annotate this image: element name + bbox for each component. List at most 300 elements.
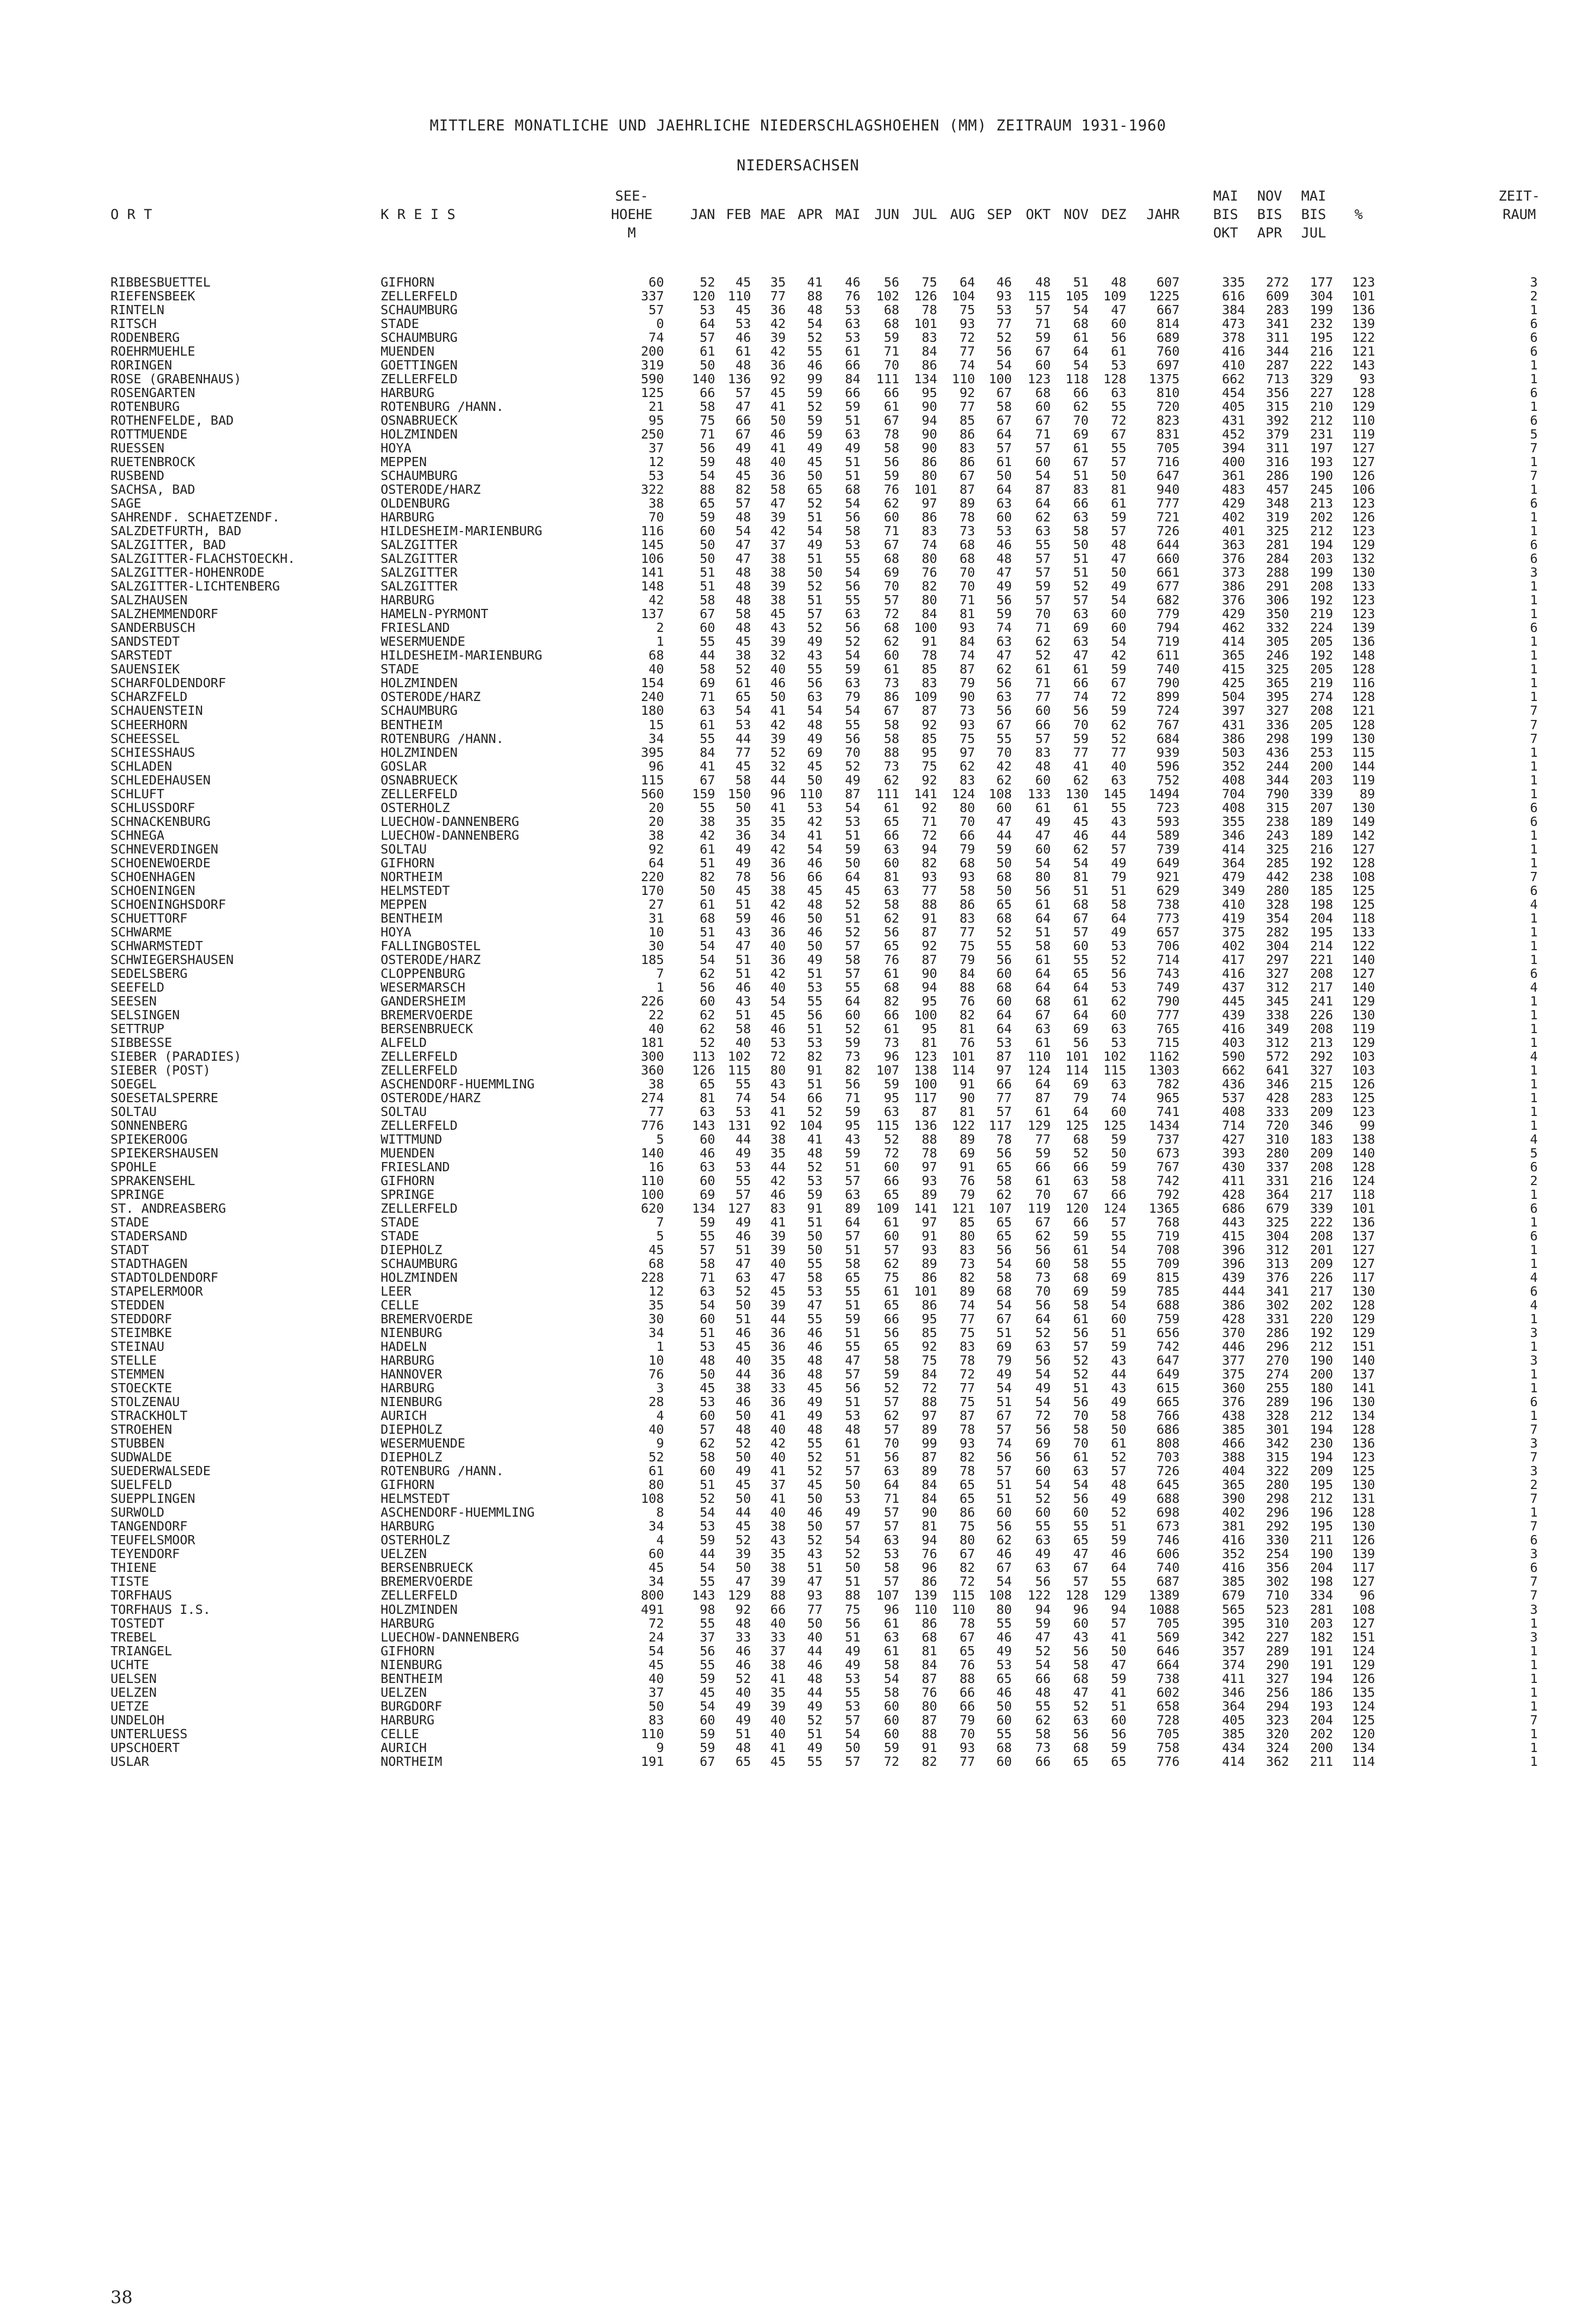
cell-aug: 73 — [959, 703, 975, 718]
cell-aug: 76 — [959, 993, 975, 1009]
cell-feb: 51 — [735, 1726, 751, 1741]
cell-ort: SPRINGE — [110, 1187, 165, 1202]
table-row — [0, 1188, 1596, 1201]
cell-jun: 73 — [883, 1035, 899, 1050]
cell-jun: 68 — [883, 620, 899, 636]
cell-jan: 59 — [699, 1215, 715, 1230]
cell-seehoehe: 21 — [648, 399, 664, 414]
cell-nov: 125 — [1065, 1118, 1089, 1133]
cell-jun: 111 — [876, 786, 899, 801]
cell-kreis: HARBURG — [381, 1381, 435, 1396]
cell-mai: 57 — [845, 1463, 860, 1479]
cell-feb: 45 — [735, 634, 751, 649]
cell-mai-okt: 452 — [1222, 427, 1245, 442]
cell-mai-jul: 339 — [1310, 1201, 1333, 1216]
cell-aug: 87 — [959, 662, 975, 677]
cell-mai: 52 — [845, 758, 860, 774]
cell-aug: 93 — [959, 869, 975, 884]
cell-jun: 67 — [883, 537, 899, 553]
cell-nov-apr: 356 — [1266, 385, 1289, 401]
cell-percent: 124 — [1351, 1698, 1375, 1714]
cell-nov: 61 — [1073, 993, 1089, 1009]
cell-nov-apr: 315 — [1266, 800, 1289, 815]
cell-mai: 89 — [845, 1201, 860, 1216]
cell-apr: 49 — [807, 1698, 823, 1714]
cell-percent: 119 — [1351, 1021, 1375, 1036]
cell-nov: 66 — [1073, 1159, 1089, 1174]
cell-mae: 52 — [770, 745, 786, 760]
cell-jan: 58 — [699, 593, 715, 608]
cell-kreis: CELLE — [381, 1726, 419, 1741]
table-row — [0, 1727, 1596, 1741]
cell-okt: 57 — [1035, 551, 1051, 566]
header-aug: AUG — [950, 207, 975, 223]
cell-percent: 115 — [1351, 745, 1375, 760]
cell-mai-okt: 360 — [1222, 1381, 1245, 1396]
table-row — [0, 967, 1596, 980]
cell-kreis: BREMERVOERDE — [381, 1574, 473, 1589]
cell-ort: TEUFELSMOOR — [110, 1533, 195, 1548]
cell-mai-okt: 365 — [1222, 648, 1245, 663]
cell-mae: 41 — [770, 1740, 786, 1755]
cell-mai-jul: 205 — [1310, 634, 1333, 649]
cell-kreis: BENTHEIM — [381, 1671, 442, 1686]
cell-mae: 35 — [770, 1353, 786, 1368]
cell-sep: 55 — [996, 938, 1012, 953]
cell-okt: 56 — [1035, 1298, 1051, 1313]
cell-aug: 70 — [959, 579, 975, 594]
cell-jul: 77 — [921, 883, 937, 898]
cell-percent: 127 — [1351, 966, 1375, 981]
cell-okt: 70 — [1035, 1187, 1051, 1202]
cell-kreis: SCHAUMBURG — [381, 330, 458, 345]
cell-percent: 127 — [1351, 1256, 1375, 1272]
cell-percent: 128 — [1351, 662, 1375, 677]
header-mae: MAE — [761, 207, 786, 223]
cell-jahr: 606 — [1156, 1546, 1180, 1562]
cell-jan: 57 — [699, 330, 715, 345]
cell-aug: 86 — [959, 1505, 975, 1520]
cell-feb: 45 — [735, 468, 751, 484]
table-row — [0, 289, 1596, 303]
cell-feb: 45 — [735, 1477, 751, 1493]
cell-jul: 90 — [921, 427, 937, 442]
cell-zeitraum: 1 — [1529, 371, 1538, 387]
cell-sep: 56 — [996, 952, 1012, 967]
cell-dez: 124 — [1103, 1201, 1126, 1216]
cell-percent: 127 — [1351, 441, 1375, 456]
cell-zeitraum: 6 — [1529, 620, 1538, 636]
table-row — [0, 1658, 1596, 1672]
cell-sep: 59 — [996, 606, 1012, 622]
cell-mae: 39 — [770, 1574, 786, 1589]
cell-aug: 91 — [959, 1159, 975, 1174]
cell-apr: 52 — [807, 496, 823, 511]
cell-jan: 53 — [699, 1339, 715, 1354]
cell-kreis: LUECHOW-DANNENBERG — [381, 827, 519, 843]
cell-jahr: 703 — [1156, 1450, 1180, 1465]
cell-kreis: GOETTINGEN — [381, 358, 458, 373]
cell-apr: 55 — [807, 662, 823, 677]
cell-apr: 42 — [807, 814, 823, 829]
cell-nov-apr: 298 — [1266, 731, 1289, 746]
cell-jun: 57 — [883, 1242, 899, 1258]
cell-jahr: 715 — [1156, 1035, 1180, 1050]
cell-mai-okt: 417 — [1222, 952, 1245, 967]
cell-apr: 52 — [807, 1463, 823, 1479]
cell-dez: 55 — [1111, 399, 1126, 414]
cell-kreis: SCHAUMBURG — [381, 468, 458, 484]
cell-seehoehe: 53 — [648, 468, 664, 484]
cell-percent: 126 — [1351, 1671, 1375, 1686]
cell-nov: 51 — [1073, 883, 1089, 898]
cell-mai-okt: 686 — [1222, 1201, 1245, 1216]
cell-jun: 61 — [883, 1215, 899, 1230]
cell-mai-okt: 405 — [1222, 399, 1245, 414]
cell-mae: 50 — [770, 689, 786, 705]
cell-aug: 65 — [959, 1477, 975, 1493]
cell-apr: 53 — [807, 1173, 823, 1189]
cell-feb: 52 — [735, 1533, 751, 1548]
cell-nov-apr: 364 — [1266, 1187, 1289, 1202]
cell-feb: 129 — [727, 1588, 751, 1603]
cell-sep: 46 — [996, 1546, 1012, 1562]
cell-apr: 104 — [799, 1118, 823, 1133]
cell-zeitraum: 3 — [1529, 1602, 1538, 1617]
cell-nov: 67 — [1073, 454, 1089, 470]
cell-jan: 51 — [699, 579, 715, 594]
cell-mai-jul: 177 — [1310, 275, 1333, 290]
cell-ort: SCHNACKENBURG — [110, 814, 211, 829]
cell-mae: 47 — [770, 1270, 786, 1285]
cell-aug: 83 — [959, 1242, 975, 1258]
cell-mai: 71 — [845, 1090, 860, 1105]
cell-mae: 41 — [770, 1408, 786, 1424]
cell-apr: 51 — [807, 1560, 823, 1575]
cell-seehoehe: 5 — [656, 1131, 664, 1147]
cell-percent: 139 — [1351, 620, 1375, 636]
cell-feb: 51 — [735, 966, 751, 981]
cell-sep: 64 — [996, 482, 1012, 497]
cell-zeitraum: 6 — [1529, 800, 1538, 815]
cell-dez: 50 — [1111, 468, 1126, 484]
cell-jahr: 738 — [1156, 896, 1180, 912]
cell-seehoehe: 3 — [656, 1381, 664, 1396]
cell-percent: 151 — [1351, 1629, 1375, 1645]
cell-dez: 53 — [1111, 1035, 1126, 1050]
cell-percent: 110 — [1351, 413, 1375, 428]
cell-mae: 43 — [770, 620, 786, 636]
cell-nov: 55 — [1073, 952, 1089, 967]
cell-jun: 62 — [883, 496, 899, 511]
cell-seehoehe: 9 — [656, 1436, 664, 1451]
cell-mai-okt: 396 — [1222, 1256, 1245, 1272]
cell-zeitraum: 6 — [1529, 496, 1538, 511]
cell-nov-apr: 287 — [1266, 358, 1289, 373]
cell-sep: 60 — [996, 1505, 1012, 1520]
cell-sep: 61 — [996, 454, 1012, 470]
cell-zeitraum: 1 — [1529, 1754, 1538, 1769]
cell-nov-apr: 328 — [1266, 896, 1289, 912]
cell-kreis: DIEPHOLZ — [381, 1242, 442, 1258]
cell-jahr: 728 — [1156, 1712, 1180, 1727]
cell-jul: 85 — [921, 1325, 937, 1341]
cell-jul: 94 — [921, 841, 937, 857]
cell-kreis: HOLZMINDEN — [381, 675, 458, 691]
cell-nov-apr: 302 — [1266, 1298, 1289, 1313]
cell-jul: 117 — [914, 1090, 937, 1105]
cell-percent: 122 — [1351, 938, 1375, 953]
cell-mai-jul: 194 — [1310, 1671, 1333, 1686]
cell-sep: 67 — [996, 1408, 1012, 1424]
cell-feb: 44 — [735, 1505, 751, 1520]
cell-sep: 52 — [996, 924, 1012, 939]
cell-sep: 49 — [996, 579, 1012, 594]
cell-nov-apr: 344 — [1266, 344, 1289, 359]
cell-mae: 39 — [770, 634, 786, 649]
cell-percent: 130 — [1351, 1284, 1375, 1299]
table-row — [0, 1603, 1596, 1616]
cell-jahr: 721 — [1156, 510, 1180, 525]
cell-jan: 113 — [692, 1048, 715, 1064]
cell-feb: 49 — [735, 1463, 751, 1479]
cell-jun: 75 — [883, 1270, 899, 1285]
cell-mai: 57 — [845, 1519, 860, 1534]
cell-jul: 94 — [921, 1533, 937, 1548]
table-row — [0, 1022, 1596, 1036]
table-row — [0, 372, 1596, 386]
cell-jun: 73 — [883, 675, 899, 691]
cell-ort: SOESETALSPERRE — [110, 1090, 218, 1105]
cell-nov: 56 — [1073, 1643, 1089, 1658]
table-row — [0, 579, 1596, 593]
cell-jun: 67 — [883, 413, 899, 428]
cell-percent: 124 — [1351, 1643, 1375, 1658]
cell-sep: 57 — [996, 1463, 1012, 1479]
cell-mai-jul: 198 — [1310, 896, 1333, 912]
cell-jul: 141 — [914, 1201, 937, 1216]
cell-jan: 59 — [699, 1740, 715, 1755]
cell-nov-apr: 350 — [1266, 606, 1289, 622]
cell-jahr: 706 — [1156, 938, 1180, 953]
cell-jan: 60 — [699, 523, 715, 539]
cell-ort: USLAR — [110, 1754, 149, 1769]
cell-zeitraum: 1 — [1529, 938, 1538, 953]
cell-sep: 60 — [996, 510, 1012, 525]
cell-ort: RIBBESBUETTEL — [110, 275, 211, 290]
cell-mai-jul: 334 — [1310, 1588, 1333, 1603]
cell-sep: 62 — [996, 662, 1012, 677]
cell-mai-okt: 428 — [1222, 1311, 1245, 1327]
cell-nov: 118 — [1065, 371, 1089, 387]
cell-feb: 46 — [735, 979, 751, 995]
cell-kreis: BERSENBRUECK — [381, 1560, 473, 1575]
cell-sep: 68 — [996, 979, 1012, 995]
cell-jun: 59 — [883, 1740, 899, 1755]
cell-ort: SALZGITTER, BAD — [110, 537, 226, 553]
cell-mae: 35 — [770, 1546, 786, 1562]
cell-kreis: ZELLERFELD — [381, 1588, 458, 1603]
cell-jan: 66 — [699, 385, 715, 401]
cell-zeitraum: 1 — [1529, 910, 1538, 926]
cell-feb: 53 — [735, 1104, 751, 1119]
cell-nov-apr: 315 — [1266, 399, 1289, 414]
cell-kreis: OSTERODE/HARZ — [381, 482, 481, 497]
cell-mae: 34 — [770, 827, 786, 843]
cell-nov-apr: 312 — [1266, 979, 1289, 995]
cell-jul: 110 — [914, 1602, 937, 1617]
cell-jun: 56 — [883, 454, 899, 470]
cell-nov: 51 — [1073, 468, 1089, 484]
cell-mae: 80 — [770, 1062, 786, 1078]
cell-mae: 40 — [770, 662, 786, 677]
cell-aug: 68 — [959, 551, 975, 566]
cell-mai-okt: 414 — [1222, 841, 1245, 857]
cell-aug: 75 — [959, 1519, 975, 1534]
cell-nov-apr: 332 — [1266, 620, 1289, 636]
cell-seehoehe: 64 — [648, 855, 664, 870]
cell-nov: 69 — [1073, 427, 1089, 442]
cell-jun: 63 — [883, 1463, 899, 1479]
cell-nov: 57 — [1073, 1339, 1089, 1354]
cell-mai-jul: 192 — [1310, 855, 1333, 870]
cell-zeitraum: 1 — [1529, 689, 1538, 705]
cell-ort: UNDELOH — [110, 1712, 165, 1727]
cell-nov: 60 — [1073, 1505, 1089, 1520]
cell-mai-jul: 190 — [1310, 1353, 1333, 1368]
header-seehoehe — [598, 187, 665, 243]
cell-apr: 48 — [807, 1353, 823, 1368]
cell-seehoehe: 77 — [648, 1104, 664, 1119]
cell-ort: SCHWIEGERSHAUSEN — [110, 952, 234, 967]
cell-mai-okt: 662 — [1222, 1062, 1245, 1078]
cell-seehoehe: 220 — [640, 869, 664, 884]
cell-mai: 88 — [845, 1588, 860, 1603]
cell-apr: 48 — [807, 302, 823, 318]
cell-jun: 66 — [883, 827, 899, 843]
cell-mai-okt: 483 — [1222, 482, 1245, 497]
cell-jahr: 689 — [1156, 330, 1180, 345]
cell-dez: 145 — [1103, 786, 1126, 801]
table-row — [0, 1755, 1596, 1768]
cell-mae: 40 — [770, 1256, 786, 1272]
cell-nov: 70 — [1073, 413, 1089, 428]
cell-seehoehe: 95 — [648, 413, 664, 428]
cell-nov: 79 — [1073, 1090, 1089, 1105]
cell-seehoehe: 22 — [648, 1007, 664, 1022]
cell-jan: 60 — [699, 993, 715, 1009]
cell-aug: 83 — [959, 441, 975, 456]
cell-aug: 86 — [959, 454, 975, 470]
cell-ort: ROTTMUENDE — [110, 427, 188, 442]
cell-aug: 87 — [959, 1408, 975, 1424]
cell-percent: 123 — [1351, 593, 1375, 608]
cell-jul: 89 — [921, 1256, 937, 1272]
cell-nov-apr: 304 — [1266, 938, 1289, 953]
table-row — [0, 1547, 1596, 1561]
cell-okt: 54 — [1035, 1657, 1051, 1672]
cell-jun: 115 — [876, 1118, 899, 1133]
cell-feb: 38 — [735, 1381, 751, 1396]
cell-okt: 71 — [1035, 675, 1051, 691]
cell-okt: 110 — [1027, 1048, 1051, 1064]
cell-mai-okt: 408 — [1222, 800, 1245, 815]
cell-sep: 56 — [996, 1519, 1012, 1534]
cell-okt: 60 — [1035, 1463, 1051, 1479]
cell-apr: 46 — [807, 924, 823, 939]
cell-aug: 75 — [959, 731, 975, 746]
cell-zeitraum: 1 — [1529, 772, 1538, 787]
cell-mae: 36 — [770, 358, 786, 373]
cell-jahr: 629 — [1156, 883, 1180, 898]
cell-nov: 66 — [1073, 675, 1089, 691]
cell-kreis: GANDERSHEIM — [381, 993, 465, 1009]
cell-percent: 125 — [1351, 883, 1375, 898]
cell-sep: 60 — [996, 1754, 1012, 1769]
header-zeitraum-line2: RAUM — [1502, 207, 1536, 223]
cell-aug: 78 — [959, 1353, 975, 1368]
cell-jul: 75 — [921, 1353, 937, 1368]
table-row — [0, 1519, 1596, 1533]
cell-seehoehe: 34 — [648, 1325, 664, 1341]
cell-mai-jul: 200 — [1310, 1367, 1333, 1382]
cell-jahr: 602 — [1156, 1684, 1180, 1700]
cell-dez: 79 — [1111, 869, 1126, 884]
cell-percent: 118 — [1351, 1187, 1375, 1202]
cell-nov: 61 — [1073, 1242, 1089, 1258]
cell-feb: 49 — [735, 855, 751, 870]
cell-nov-apr: 292 — [1266, 1519, 1289, 1534]
cell-mai-jul: 194 — [1310, 537, 1333, 553]
cell-ort: SPOHLE — [110, 1159, 157, 1174]
cell-sep: 59 — [996, 841, 1012, 857]
cell-jun: 58 — [883, 717, 899, 732]
cell-sep: 56 — [996, 344, 1012, 359]
cell-percent: 128 — [1351, 717, 1375, 732]
cell-jan: 71 — [699, 427, 715, 442]
cell-nov-apr: 320 — [1266, 1726, 1289, 1741]
cell-dez: 57 — [1111, 1615, 1126, 1631]
cell-mai-jul: 199 — [1310, 731, 1333, 746]
cell-mai-okt: 376 — [1222, 551, 1245, 566]
cell-sep: 51 — [996, 1477, 1012, 1493]
cell-mai-okt: 714 — [1222, 1118, 1245, 1133]
header-mai-okt — [1204, 187, 1247, 243]
cell-percent: 129 — [1351, 537, 1375, 553]
cell-percent: 139 — [1351, 316, 1375, 332]
cell-okt: 62 — [1035, 1712, 1051, 1727]
cell-dez: 51 — [1111, 883, 1126, 898]
cell-nov: 61 — [1073, 1311, 1089, 1327]
cell-mae: 41 — [770, 399, 786, 414]
cell-dez: 56 — [1111, 966, 1126, 981]
table-row — [0, 1395, 1596, 1409]
cell-jahr: 965 — [1156, 1090, 1180, 1105]
cell-mai-okt: 342 — [1222, 1629, 1245, 1645]
cell-mai: 53 — [845, 1491, 860, 1506]
cell-aug: 73 — [959, 1256, 975, 1272]
cell-percent: 130 — [1351, 565, 1375, 580]
cell-nov-apr: 325 — [1266, 662, 1289, 677]
cell-aug: 85 — [959, 413, 975, 428]
cell-ort: TORFHAUS — [110, 1588, 172, 1603]
cell-apr: 65 — [807, 482, 823, 497]
cell-jahr: 921 — [1156, 869, 1180, 884]
cell-mai-jul: 200 — [1310, 1740, 1333, 1755]
cell-sep: 70 — [996, 745, 1012, 760]
cell-okt: 67 — [1035, 1215, 1051, 1230]
cell-mai: 51 — [845, 1629, 860, 1645]
